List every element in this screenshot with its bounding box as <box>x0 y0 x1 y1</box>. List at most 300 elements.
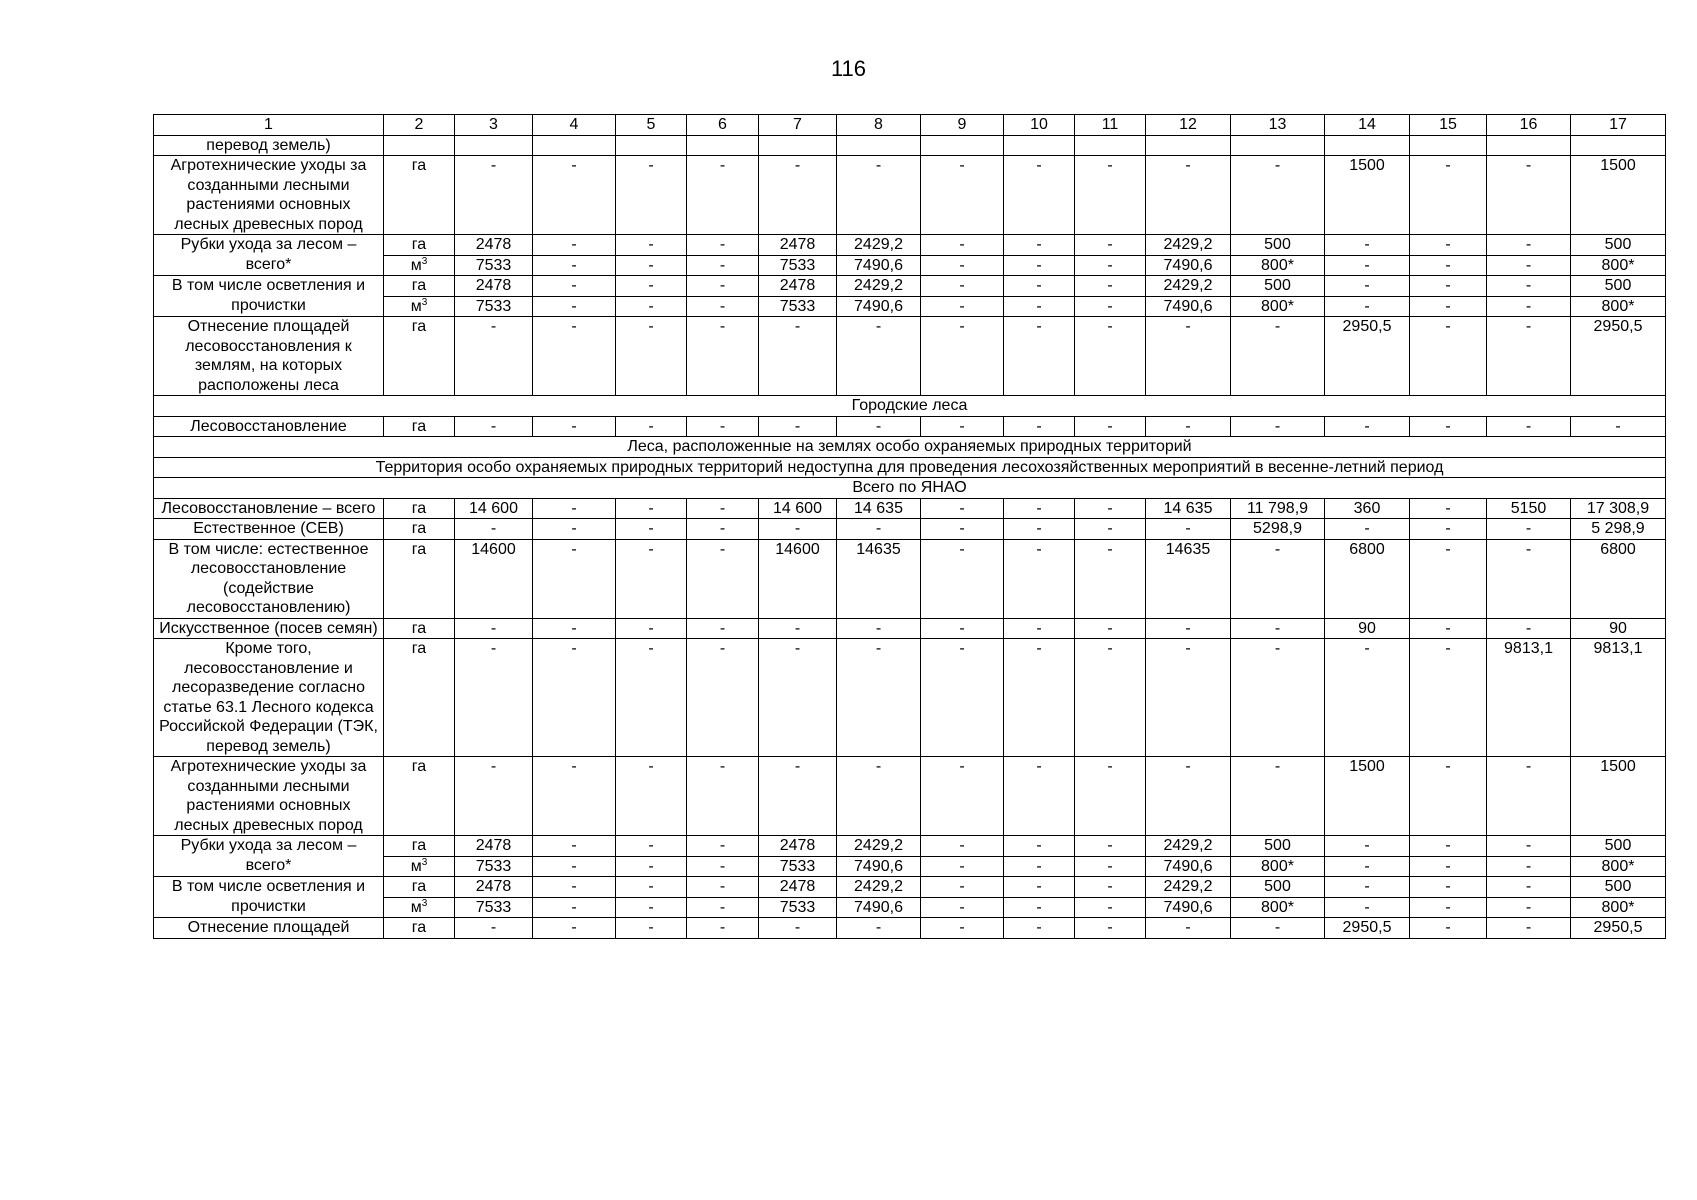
value-cell: 800* <box>1571 255 1666 276</box>
value-cell: - <box>616 757 687 836</box>
value-cell: - <box>1325 416 1410 437</box>
value-cell: - <box>1075 296 1146 317</box>
value-cell: 9813,1 <box>1571 639 1666 757</box>
value-cell: 500 <box>1571 235 1666 256</box>
value-cell: 800* <box>1231 856 1325 877</box>
value-cell: 5298,9 <box>1231 519 1325 540</box>
value-cell <box>1075 135 1146 156</box>
value-cell: 7490,6 <box>837 856 921 877</box>
value-cell: - <box>759 618 837 639</box>
value-cell: 2429,2 <box>1146 836 1231 857</box>
section-row <box>154 396 1666 417</box>
value-cell: - <box>1004 296 1075 317</box>
value-cell: - <box>1004 416 1075 437</box>
header-cell-4: 4 <box>533 115 616 136</box>
value-cell: 2478 <box>759 235 837 256</box>
value-cell: - <box>1325 255 1410 276</box>
unit-cell: га <box>384 156 455 235</box>
value-cell: 7490,6 <box>837 296 921 317</box>
value-cell: - <box>616 519 687 540</box>
value-cell: - <box>1075 317 1146 396</box>
unit-cell: га <box>384 416 455 437</box>
forestry-measures-table <box>153 114 1666 939</box>
value-cell: - <box>1004 856 1075 877</box>
value-cell: 7533 <box>759 296 837 317</box>
value-cell: - <box>1146 618 1231 639</box>
value-cell: 9813,1 <box>1487 639 1571 757</box>
value-cell: - <box>616 639 687 757</box>
value-cell: - <box>533 519 616 540</box>
section-heading: Леса, расположенные на землях особо охраняемых природных территорий <box>154 437 1666 458</box>
header-cell-12: 12 <box>1146 115 1231 136</box>
value-cell: - <box>921 416 1004 437</box>
value-cell: - <box>1410 255 1487 276</box>
value-cell: 500 <box>1231 877 1325 898</box>
value-cell: - <box>533 639 616 757</box>
value-cell: - <box>616 498 687 519</box>
value-cell: - <box>759 757 837 836</box>
value-cell: - <box>921 639 1004 757</box>
value-cell: - <box>1231 757 1325 836</box>
unit-cell: га <box>384 498 455 519</box>
table-row <box>154 757 1666 836</box>
table-row <box>154 618 1666 639</box>
table-row <box>154 519 1666 540</box>
value-cell: - <box>1487 757 1571 836</box>
value-cell: - <box>1487 317 1571 396</box>
table-row <box>154 539 1666 618</box>
value-cell: - <box>837 416 921 437</box>
unit-cell: га <box>384 836 455 857</box>
row-name: Агротехнические уходы за созданными лесными растениями основных лесных древесных пород <box>154 156 384 235</box>
value-cell <box>455 135 533 156</box>
value-cell: - <box>921 618 1004 639</box>
value-cell <box>687 135 759 156</box>
value-cell: - <box>1231 317 1325 396</box>
value-cell: 500 <box>1231 276 1325 297</box>
value-cell: - <box>1075 539 1146 618</box>
value-cell: - <box>1231 639 1325 757</box>
header-cell-14: 14 <box>1325 115 1410 136</box>
value-cell: - <box>687 918 759 939</box>
value-cell: 2950,5 <box>1325 317 1410 396</box>
value-cell: - <box>687 519 759 540</box>
value-cell: - <box>1004 639 1075 757</box>
value-cell: - <box>1487 897 1571 918</box>
unit-cell: га <box>384 918 455 939</box>
unit-cell: га <box>384 317 455 396</box>
value-cell: 5150 <box>1487 498 1571 519</box>
value-cell: - <box>1410 519 1487 540</box>
unit-cell: га <box>384 519 455 540</box>
value-cell: - <box>1410 877 1487 898</box>
value-cell: - <box>1146 416 1231 437</box>
value-cell: - <box>1004 156 1075 235</box>
page-number: 116 <box>830 56 867 81</box>
value-cell <box>921 135 1004 156</box>
value-cell: - <box>1487 255 1571 276</box>
value-cell: - <box>1075 498 1146 519</box>
value-cell: - <box>455 519 533 540</box>
value-cell: - <box>1231 156 1325 235</box>
table-row <box>154 877 1666 898</box>
section-row <box>154 437 1666 458</box>
value-cell: - <box>1410 539 1487 618</box>
value-cell: - <box>455 156 533 235</box>
value-cell: - <box>1410 757 1487 836</box>
value-cell: - <box>759 918 837 939</box>
value-cell: 500 <box>1571 276 1666 297</box>
value-cell: 360 <box>1325 498 1410 519</box>
value-cell: - <box>1004 877 1075 898</box>
value-cell: - <box>921 877 1004 898</box>
value-cell: - <box>687 296 759 317</box>
header-cell-1: 1 <box>154 115 384 136</box>
table-row <box>154 498 1666 519</box>
value-cell: - <box>687 416 759 437</box>
value-cell: - <box>921 156 1004 235</box>
value-cell: - <box>616 877 687 898</box>
value-cell: - <box>455 618 533 639</box>
value-cell: - <box>1325 877 1410 898</box>
value-cell: 2478 <box>455 877 533 898</box>
value-cell: 2429,2 <box>1146 276 1231 297</box>
value-cell: 800* <box>1231 296 1325 317</box>
value-cell: 2478 <box>455 836 533 857</box>
section-row <box>154 478 1666 499</box>
header-row <box>154 115 1666 136</box>
unit-cell: $м^3$ <box>384 255 455 276</box>
value-cell: - <box>1325 276 1410 297</box>
value-cell: - <box>616 317 687 396</box>
value-cell: - <box>1410 416 1487 437</box>
value-cell: 7533 <box>455 897 533 918</box>
value-cell: - <box>1487 296 1571 317</box>
value-cell: 800* <box>1571 856 1666 877</box>
value-cell: - <box>1487 856 1571 877</box>
value-cell: - <box>1410 918 1487 939</box>
value-cell: 2478 <box>759 276 837 297</box>
unit-cell: $м^3$ <box>384 897 455 918</box>
value-cell: 1500 <box>1325 156 1410 235</box>
value-cell: - <box>759 639 837 757</box>
unit-cell: га <box>384 618 455 639</box>
value-cell: - <box>616 255 687 276</box>
value-cell: - <box>837 317 921 396</box>
unit-cell: га <box>384 539 455 618</box>
value-cell: 14 635 <box>1146 498 1231 519</box>
value-cell: - <box>533 276 616 297</box>
value-cell: - <box>1410 156 1487 235</box>
row-name: Отнесение площадей лесовосстановления к землям, на которых расположены леса <box>154 317 384 396</box>
value-cell: - <box>1410 317 1487 396</box>
value-cell: - <box>759 156 837 235</box>
value-cell: - <box>921 539 1004 618</box>
value-cell: - <box>1487 918 1571 939</box>
value-cell: 800* <box>1231 255 1325 276</box>
value-cell <box>1571 135 1666 156</box>
header-cell-15: 15 <box>1410 115 1487 136</box>
value-cell: - <box>533 618 616 639</box>
value-cell: - <box>1487 618 1571 639</box>
value-cell: 500 <box>1571 836 1666 857</box>
value-cell: 7533 <box>455 296 533 317</box>
value-cell: 7490,6 <box>1146 856 1231 877</box>
value-cell: - <box>759 317 837 396</box>
value-cell: - <box>1410 276 1487 297</box>
value-cell: - <box>616 918 687 939</box>
value-cell: - <box>455 918 533 939</box>
value-cell: - <box>921 836 1004 857</box>
value-cell: - <box>533 156 616 235</box>
value-cell: - <box>1231 539 1325 618</box>
value-cell: - <box>616 235 687 256</box>
value-cell: - <box>1075 639 1146 757</box>
value-cell: - <box>759 519 837 540</box>
value-cell: 6800 <box>1325 539 1410 618</box>
value-cell: 7490,6 <box>1146 255 1231 276</box>
value-cell: 2429,2 <box>837 276 921 297</box>
value-cell: 800* <box>1571 296 1666 317</box>
value-cell: - <box>921 757 1004 836</box>
value-cell: - <box>837 757 921 836</box>
value-cell: - <box>687 836 759 857</box>
value-cell: 14635 <box>837 539 921 618</box>
value-cell: - <box>1004 836 1075 857</box>
value-cell: 11 798,9 <box>1231 498 1325 519</box>
value-cell: - <box>687 498 759 519</box>
value-cell: - <box>1231 918 1325 939</box>
row-name: В том числе осветления и прочистки <box>154 276 384 317</box>
value-cell: 2429,2 <box>837 836 921 857</box>
value-cell: 1500 <box>1571 156 1666 235</box>
value-cell: - <box>1410 296 1487 317</box>
value-cell: 5 298,9 <box>1571 519 1666 540</box>
value-cell <box>1004 135 1075 156</box>
value-cell: - <box>1146 918 1231 939</box>
value-cell: 6800 <box>1571 539 1666 618</box>
value-cell: - <box>1325 897 1410 918</box>
value-cell: - <box>837 618 921 639</box>
section-heading: Городские леса <box>154 396 1666 417</box>
value-cell: - <box>687 235 759 256</box>
value-cell: - <box>1075 276 1146 297</box>
value-cell: - <box>837 519 921 540</box>
value-cell: - <box>1004 317 1075 396</box>
value-cell: 500 <box>1571 877 1666 898</box>
value-cell: - <box>1410 856 1487 877</box>
value-cell: - <box>1487 416 1571 437</box>
table-row <box>154 918 1666 939</box>
value-cell: - <box>1487 156 1571 235</box>
value-cell: - <box>687 757 759 836</box>
value-cell: - <box>759 416 837 437</box>
value-cell: - <box>455 416 533 437</box>
value-cell: - <box>616 836 687 857</box>
value-cell: 7533 <box>759 897 837 918</box>
value-cell: - <box>687 856 759 877</box>
value-cell: - <box>921 498 1004 519</box>
value-cell <box>1146 135 1231 156</box>
value-cell: - <box>616 539 687 618</box>
value-cell: 2478 <box>455 235 533 256</box>
table-row <box>154 317 1666 396</box>
value-cell: - <box>1487 836 1571 857</box>
value-cell: - <box>1487 276 1571 297</box>
value-cell: 14 635 <box>837 498 921 519</box>
table-row <box>154 416 1666 437</box>
row-name: Агротехнические уходы за созданными лесными растениями основных лесных древесных пород <box>154 757 384 836</box>
value-cell <box>759 135 837 156</box>
value-cell: 2950,5 <box>1571 918 1666 939</box>
value-cell: - <box>533 296 616 317</box>
row-name: Искусственное (посев семян) <box>154 618 384 639</box>
value-cell: 7490,6 <box>837 255 921 276</box>
header-cell-7: 7 <box>759 115 837 136</box>
value-cell: 14 600 <box>759 498 837 519</box>
value-cell: - <box>533 235 616 256</box>
value-cell <box>837 135 921 156</box>
value-cell: - <box>533 897 616 918</box>
value-cell <box>1410 135 1487 156</box>
value-cell: 14635 <box>1146 539 1231 618</box>
value-cell: - <box>687 539 759 618</box>
value-cell: - <box>1004 498 1075 519</box>
value-cell: 7533 <box>759 255 837 276</box>
value-cell: - <box>616 416 687 437</box>
header-cell-2: 2 <box>384 115 455 136</box>
value-cell: - <box>1325 836 1410 857</box>
value-cell: - <box>616 618 687 639</box>
header-cell-13: 13 <box>1231 115 1325 136</box>
value-cell: - <box>533 255 616 276</box>
value-cell: - <box>921 519 1004 540</box>
value-cell <box>533 135 616 156</box>
value-cell: - <box>616 856 687 877</box>
value-cell: - <box>1075 757 1146 836</box>
value-cell: - <box>616 897 687 918</box>
row-name: Рубки ухода за лесом – всего* <box>154 235 384 276</box>
value-cell: 7490,6 <box>1146 296 1231 317</box>
row-name: Естественное (СЕВ) <box>154 519 384 540</box>
value-cell: 2478 <box>759 836 837 857</box>
value-cell: - <box>1146 156 1231 235</box>
unit-cell <box>384 135 455 156</box>
value-cell: - <box>616 276 687 297</box>
value-cell: - <box>921 856 1004 877</box>
section-heading: Территория особо охраняемых природных территорий недоступна для проведения лесохозяйственных мероприятий в весенне-летний период <box>154 457 1666 478</box>
header-cell-16: 16 <box>1487 115 1571 136</box>
value-cell: - <box>1231 618 1325 639</box>
table-row <box>154 235 1666 256</box>
row-name: Отнесение площадей <box>154 918 384 939</box>
value-cell: 2950,5 <box>1325 918 1410 939</box>
value-cell: - <box>1325 519 1410 540</box>
value-cell: 800* <box>1571 897 1666 918</box>
value-cell: - <box>1146 639 1231 757</box>
value-cell: - <box>687 276 759 297</box>
value-cell <box>1487 135 1571 156</box>
value-cell: - <box>455 757 533 836</box>
value-cell: - <box>455 639 533 757</box>
value-cell: - <box>1075 856 1146 877</box>
value-cell: 2478 <box>455 276 533 297</box>
value-cell: - <box>687 255 759 276</box>
value-cell: - <box>616 296 687 317</box>
value-cell: - <box>1410 498 1487 519</box>
value-cell: - <box>837 639 921 757</box>
value-cell: - <box>1075 416 1146 437</box>
row-name: В том числе осветления и прочистки <box>154 877 384 918</box>
value-cell: - <box>533 918 616 939</box>
value-cell: - <box>1004 918 1075 939</box>
value-cell: - <box>1410 897 1487 918</box>
value-cell: 17 308,9 <box>1571 498 1666 519</box>
value-cell: 14600 <box>759 539 837 618</box>
value-cell <box>1231 135 1325 156</box>
value-cell: - <box>1004 519 1075 540</box>
value-cell: - <box>1410 618 1487 639</box>
row-name: В том числе: естественное лесовосстановление (содействие лесовосстановлению) <box>154 539 384 618</box>
table-row <box>154 276 1666 297</box>
header-cell-11: 11 <box>1075 115 1146 136</box>
value-cell: - <box>921 317 1004 396</box>
section-row <box>154 457 1666 478</box>
value-cell: - <box>687 317 759 396</box>
value-cell: - <box>1410 639 1487 757</box>
value-cell: - <box>921 255 1004 276</box>
unit-cell: га <box>384 276 455 297</box>
value-cell: - <box>533 877 616 898</box>
value-cell: - <box>921 235 1004 256</box>
value-cell: - <box>533 757 616 836</box>
value-cell: 90 <box>1325 618 1410 639</box>
value-cell: - <box>533 836 616 857</box>
unit-cell: га <box>384 639 455 757</box>
unit-cell: га <box>384 877 455 898</box>
value-cell: - <box>1325 856 1410 877</box>
unit-cell: га <box>384 757 455 836</box>
value-cell: - <box>1075 235 1146 256</box>
header-cell-10: 10 <box>1004 115 1075 136</box>
value-cell: - <box>1004 276 1075 297</box>
table-row <box>154 836 1666 857</box>
value-cell: - <box>455 317 533 396</box>
value-cell: 2429,2 <box>837 877 921 898</box>
value-cell: - <box>533 416 616 437</box>
value-cell: 7533 <box>455 255 533 276</box>
value-cell: - <box>533 498 616 519</box>
value-cell: - <box>1004 897 1075 918</box>
value-cell: 1500 <box>1571 757 1666 836</box>
value-cell: - <box>533 317 616 396</box>
unit-cell: га <box>384 235 455 256</box>
value-cell: 7533 <box>759 856 837 877</box>
value-cell: - <box>1075 255 1146 276</box>
value-cell: - <box>1075 618 1146 639</box>
row-name: перевод земель) <box>154 135 384 156</box>
value-cell: 14 600 <box>455 498 533 519</box>
value-cell: 7490,6 <box>1146 897 1231 918</box>
value-cell: - <box>1325 235 1410 256</box>
value-cell: 2429,2 <box>1146 235 1231 256</box>
value-cell: - <box>1004 235 1075 256</box>
value-cell: - <box>533 539 616 618</box>
value-cell: - <box>1487 877 1571 898</box>
row-name: Кроме того, лесовосстановление и лесоразведение согласно статье 63.1 Лесного кодекса Российской Федерации (ТЭК, перевод земель) <box>154 639 384 757</box>
value-cell: - <box>1075 519 1146 540</box>
value-cell: - <box>1075 156 1146 235</box>
